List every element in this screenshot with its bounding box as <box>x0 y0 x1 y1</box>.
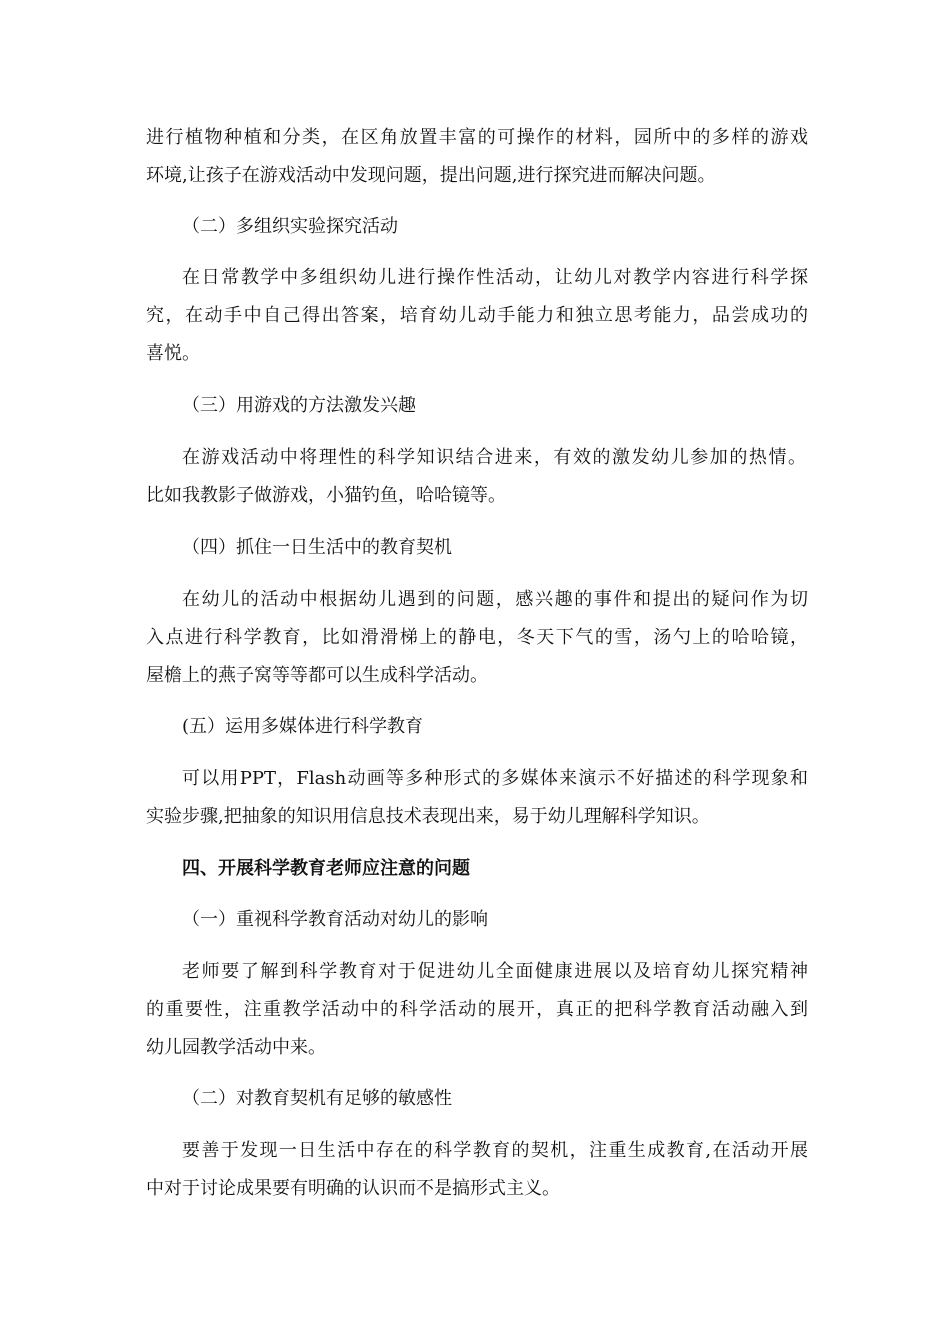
paragraph-line: 喜悦。 <box>146 343 200 364</box>
paragraph-line: 幼儿园教学活动中来。 <box>146 1037 326 1058</box>
section-heading: （二）多组织实验探究活动 <box>182 216 398 237</box>
paragraph-line: 比如我教影子做游戏，小猫钓鱼，哈哈镜等。 <box>146 485 506 506</box>
paragraph-line: 要善于发现一日生活中存在的科学教育的契机，注重生成教育,在活动开展 <box>182 1140 808 1161</box>
paragraph-line: 在日常教学中多组织幼儿进行操作性活动，让幼儿对教学内容进行科学探 <box>182 267 808 288</box>
paragraph-line: 环境,让孩子在游戏活动中发现问题，提出问题,进行探究进而解决问题。 <box>146 165 716 186</box>
paragraph-line: 老师要了解到科学教育对于促进幼儿全面健康进展以及培育幼儿探究精神 <box>182 961 808 982</box>
paragraph-line: 的重要性，注重教学活动中的科学活动的展开，真正的把科学教育活动融入到 <box>146 999 808 1020</box>
paragraph-line: 可以用PPT，Flash动画等多种形式的多媒体来演示不好描述的科学现象和 <box>182 768 808 789</box>
paragraph-line: 进行植物种植和分类，在区角放置丰富的可操作的材料，园所中的多样的游戏 <box>146 127 808 148</box>
paragraph-line: 在幼儿的活动中根据幼儿遇到的问题，感兴趣的事件和提出的疑问作为切 <box>182 589 808 610</box>
section-heading: （三）用游戏的方法激发兴趣 <box>182 395 416 416</box>
paragraph-line: 屋檐上的燕子窝等等都可以生成科学活动。 <box>146 665 488 686</box>
paragraph-line: 究，在动手中自己得出答案，培育幼儿动手能力和独立思考能力，品尝成功的 <box>146 305 808 326</box>
chapter-heading: 四、开展科学教育老师应注意的问题 <box>182 858 470 879</box>
section-heading: (五）运用多媒体进行科学教育 <box>182 716 424 737</box>
paragraph-line: 实验步骤,把抽象的知识用信息技术表现出来，易于幼儿理解科学知识。 <box>146 806 710 827</box>
section-heading: （二）对教育契机有足够的敏感性 <box>182 1088 452 1109</box>
paragraph-line: 中对于讨论成果要有明确的认识而不是搞形式主义。 <box>146 1178 560 1199</box>
paragraph-line: 入点进行科学教育，比如滑滑梯上的静电，冬天下气的雪，汤勺上的哈哈镜， <box>146 627 808 648</box>
paragraph-line: 在游戏活动中将理性的科学知识结合进来，有效的激发幼儿参加的热情。 <box>182 447 806 468</box>
section-heading: （一）重视科学教育活动对幼儿的影响 <box>182 909 488 930</box>
section-heading: （四）抓住一日生活中的教育契机 <box>182 537 452 558</box>
